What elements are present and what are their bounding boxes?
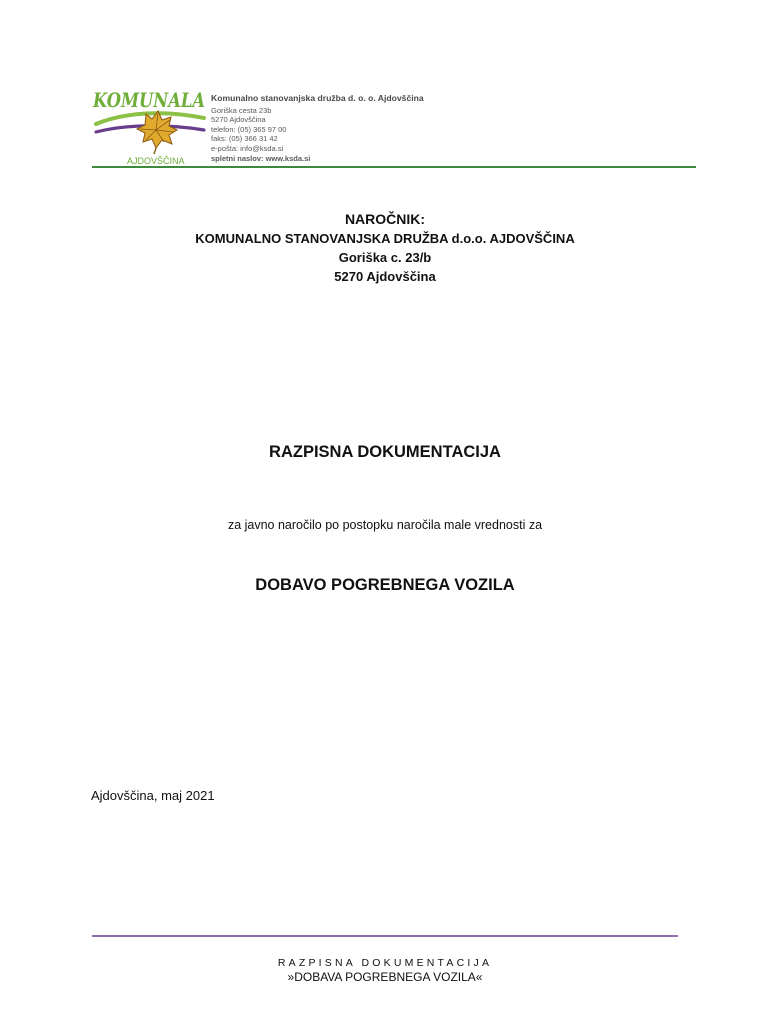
company-name: Komunalno stanovanjska družba d. o. o. Ajdovščina: [211, 93, 424, 103]
footer-divider: [92, 935, 678, 937]
page-footer: [0, 956, 770, 984]
document-subtitle: za javno naročilo po postopku naročila male vrednosti za: [227, 518, 543, 532]
company-city: 5270 Ajdovščina: [211, 115, 266, 125]
header-divider: [92, 166, 696, 168]
client-name: KOMUNALNO STANOVANJSKA DRUŽBA d.o.o. AJDOVŠČINA: [195, 231, 575, 246]
komunala-logo: [90, 80, 208, 166]
company-street: Goriška cesta 23b: [211, 105, 272, 115]
company-phone: telefon: (05) 365 97 00: [211, 124, 287, 134]
logo-text: KOMUNALA: [92, 89, 205, 112]
document-subject: DOBAVO POGREBNEGA VOZILA: [255, 576, 515, 594]
client-label: NAROČNIK:: [344, 211, 426, 227]
footer-line1: RAZPISNA DOKUMENTACIJA: [277, 957, 493, 969]
document-title: RAZPISNA DOKUMENTACIJA: [269, 443, 501, 461]
client-block: [0, 210, 770, 286]
company-email: e-pošta: info@ksda.si: [211, 143, 284, 153]
company-fax: faks: (05) 366 31 42: [211, 134, 278, 144]
vine-stem-icon: [154, 148, 156, 154]
company-info: [211, 94, 424, 163]
place-date: Ajdovščina, maj 2021: [91, 788, 215, 803]
footer-line2: »DOBAVA POGREBNEGA VOZILA«: [287, 970, 483, 984]
client-city: 5270 Ajdovščina: [334, 269, 436, 284]
logo-subtext: AJDOVŠČINA: [127, 156, 185, 166]
letterhead: [90, 80, 696, 168]
client-street: Goriška c. 23/b: [338, 250, 432, 265]
company-website: spletni naslov: www.ksda.si: [211, 153, 311, 163]
